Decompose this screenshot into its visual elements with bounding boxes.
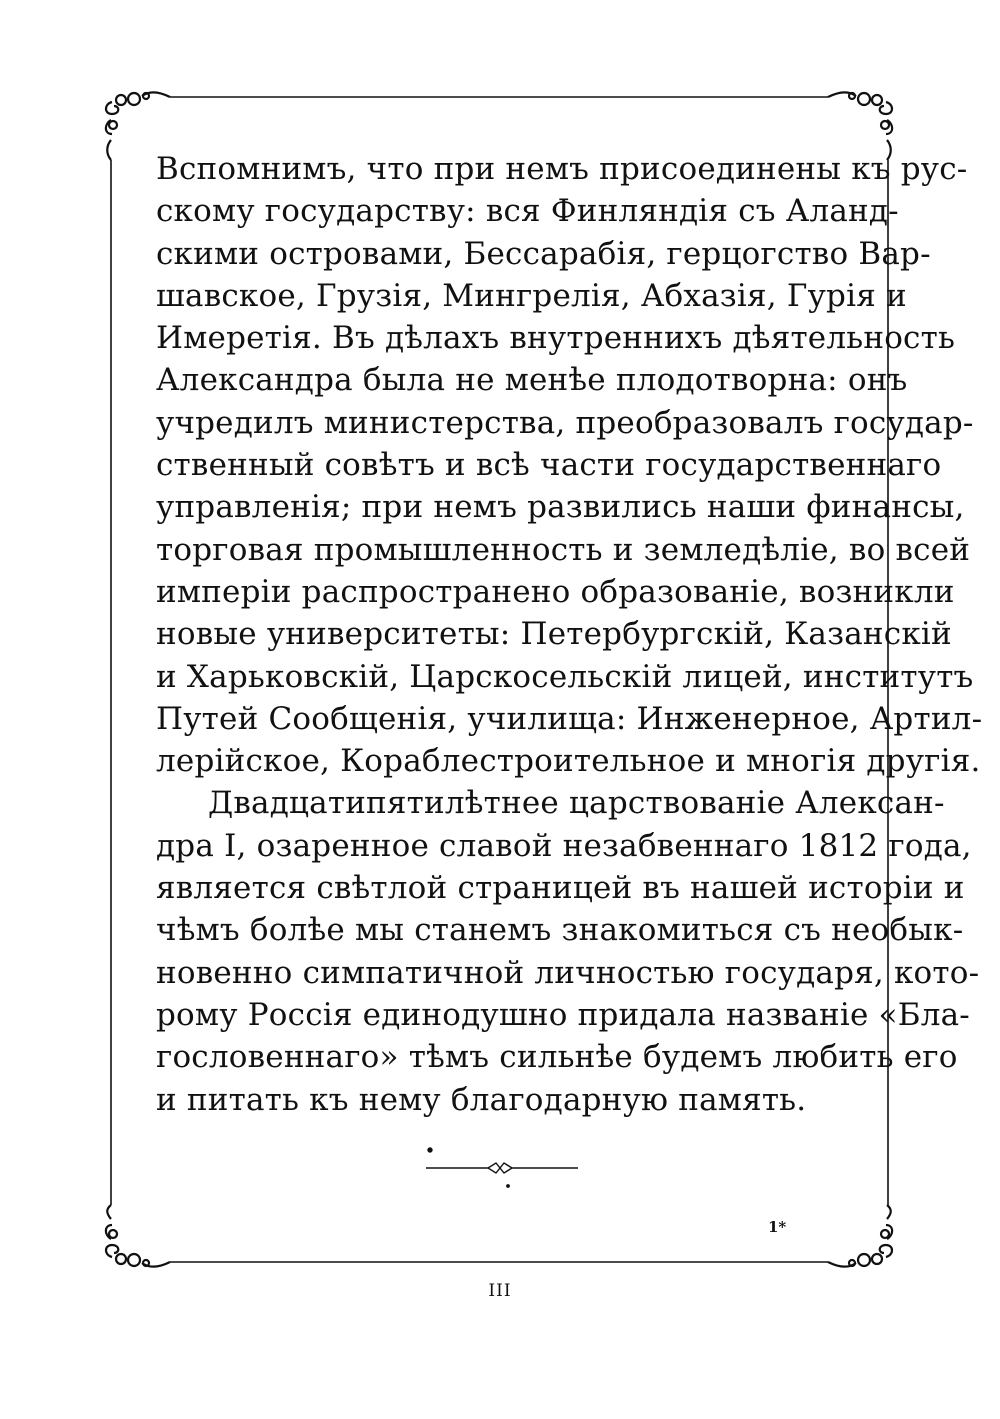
text-line: является свѣтлой страницей въ нашей исторіи и <box>156 870 965 907</box>
text-line: Двадцатипятилѣтнее царствованіе Алексан- <box>208 785 945 822</box>
page-number: III <box>488 1281 512 1301</box>
text-line: шавское, Грузія, Мингрелія, Абхазія, Гурія и <box>156 277 907 314</box>
text-line: ственный совѣтъ и всѣ части государственнаго <box>156 447 942 484</box>
text-line: имперіи распространено образованіе, возникли <box>156 573 955 610</box>
text-line: Вспомнимъ, что при немъ присоединены къ рус- <box>156 151 968 187</box>
text-line: Путей Сообщенія, училища: Инженерное, Артил- <box>156 700 983 737</box>
main-text <box>156 148 983 1121</box>
signature-mark: 1* <box>768 1218 787 1236</box>
text-line: учредилъ министерства, преобразовалъ государ- <box>156 404 974 441</box>
text-line: лерійское, Кораблестроительное и многія другія. <box>156 743 981 780</box>
text-line: торговая промышленность и земледѣліе, во всей <box>156 531 971 568</box>
text-line: рому Россія единодушно придала названіе «Бла- <box>156 996 970 1033</box>
paragraph-2 <box>156 782 980 1120</box>
text-line: гословеннаго» тѣмъ сильнѣе будемъ любить его <box>156 1039 958 1076</box>
paragraph-1 <box>156 148 983 782</box>
text-line: управленія; при немъ развились наши финансы, <box>156 489 965 526</box>
text-line: чѣмъ болѣе мы станемъ знакомиться съ необык- <box>156 912 964 949</box>
text-line: Имеретія. Въ дѣлахъ внутреннихъ дѣятельность <box>156 320 956 357</box>
text-line: дра I, озаренное славой незабвеннаго 1812 года, <box>156 827 972 864</box>
text-line: скими островами, Бессарабія, герцогство Вар- <box>156 235 931 272</box>
text-line: и Харьковскій, Царскосельскій лицей, институтъ <box>156 658 974 695</box>
end-divider-ornament <box>426 1148 578 1187</box>
text-line: новые университеты: Петербургскій, Казанскій <box>156 616 952 653</box>
corner-ornament-bottom-left <box>106 1205 170 1267</box>
corner-ornament-bottom-right <box>828 1205 892 1267</box>
text-line: скому государству: вся Финляндія съ Аланд- <box>156 193 899 230</box>
text-line: новенно симпатичной личностью государя, кото- <box>156 954 980 991</box>
text-line: и питать къ нему благодарную память. <box>156 1081 807 1118</box>
text-line: Александра была не менѣе плодотворна: онъ <box>156 362 908 399</box>
